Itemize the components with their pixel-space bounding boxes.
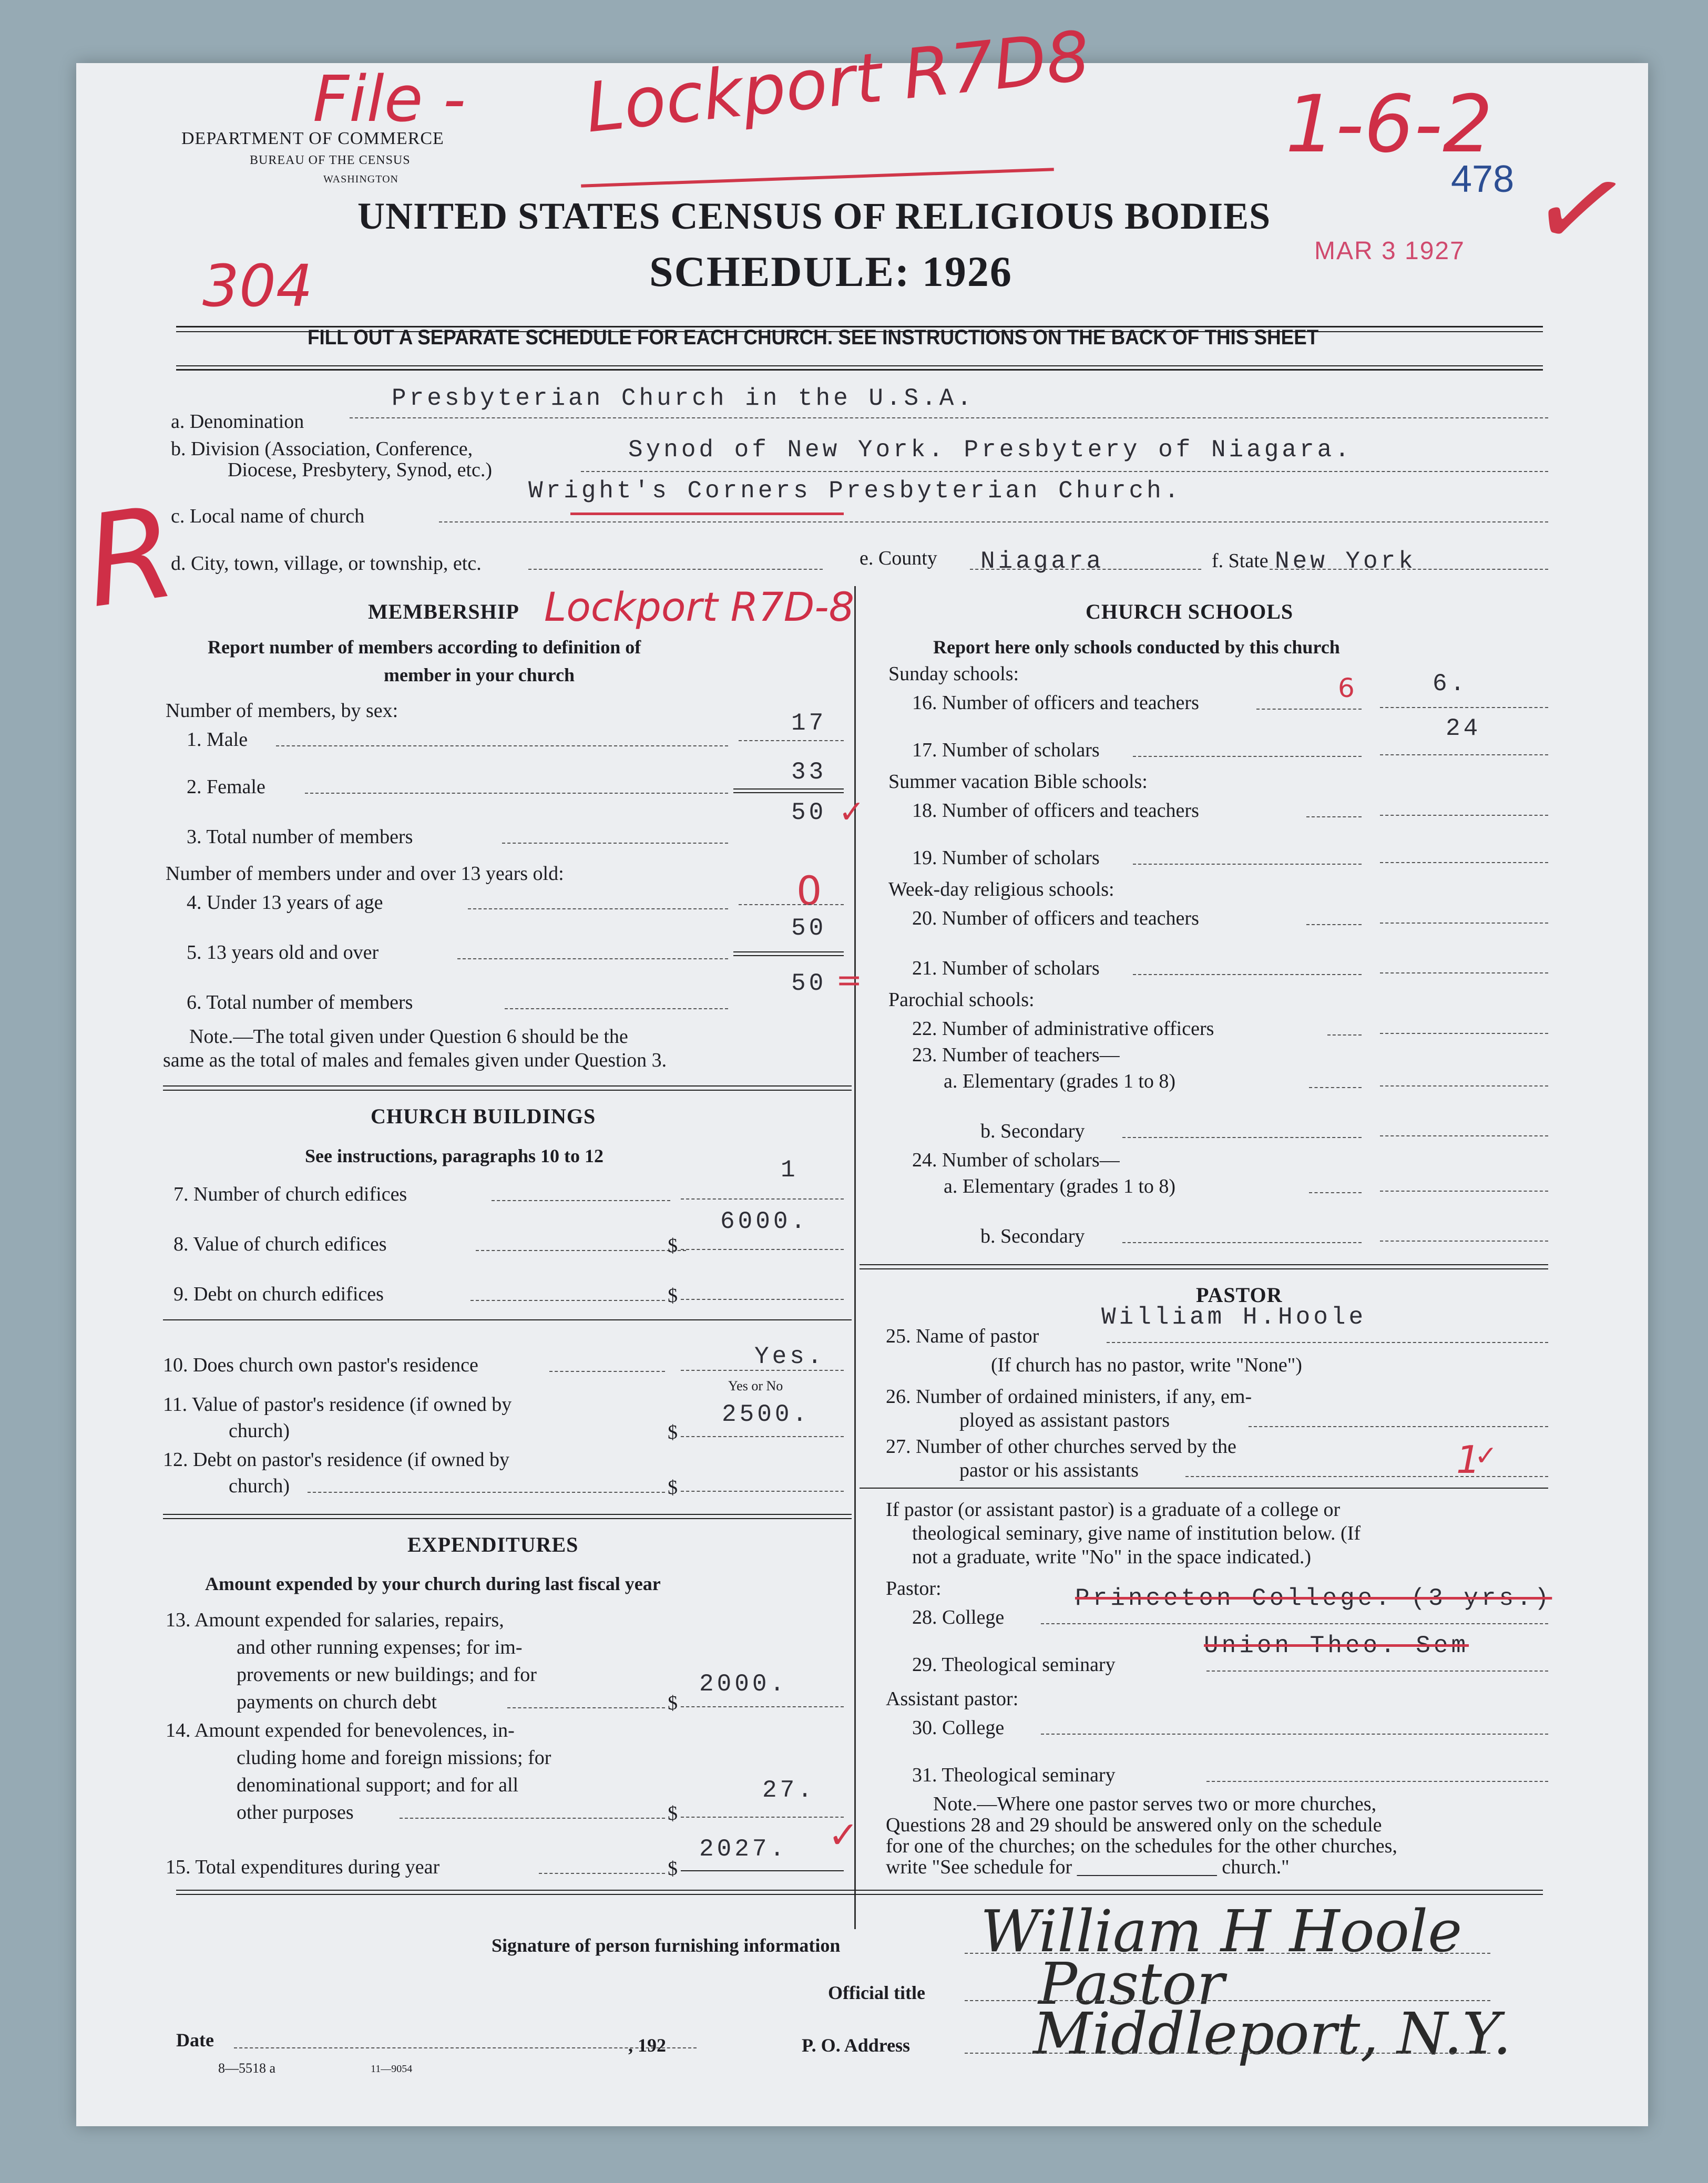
expenditures-sub: Amount expended by your church during last fiscal year (205, 1573, 661, 1594)
form-number: 8—5518 a (218, 2061, 276, 2076)
date-year: , 192 (628, 2035, 666, 2056)
q16-red-mark: 6 (1338, 673, 1355, 703)
q27-value[interactable]: 1 (1456, 1438, 1480, 1482)
church-name-value[interactable]: Wright's Corners Presbyterian Church. (528, 477, 1182, 505)
q31-label: 31. Theological seminary (912, 1764, 1116, 1786)
q13-dollar: $ (668, 1692, 678, 1714)
q14-label-4: other purposes (237, 1801, 354, 1823)
q12-label-1: 12. Debt on pastor's residence (if owned by (163, 1449, 510, 1471)
q14-label-3: denominational support; and for all (237, 1774, 519, 1796)
q11-label-1: 11. Value of pastor's residence (if owned by (163, 1393, 512, 1416)
schools-title: CHURCH SCHOOLS (1086, 600, 1294, 623)
q20-label: 20. Number of officers and teachers (912, 907, 1199, 929)
q19-label: 19. Number of scholars (912, 847, 1100, 869)
division-label-1: b. Division (Association, Conference, (171, 438, 473, 460)
q3-label: 3. Total number of members (187, 826, 413, 848)
q21-label: 21. Number of scholars (912, 957, 1100, 979)
q8-value[interactable]: 6000. (720, 1208, 809, 1235)
date-label: Date (176, 2030, 214, 2051)
membership-note-1: Note.—The total given under Question 6 should be the (189, 1026, 628, 1048)
q18-label: 18. Number of officers and teachers (912, 800, 1199, 822)
q1-value[interactable]: 17 (791, 710, 827, 737)
q14-dollar: $ (668, 1802, 678, 1825)
parochial-label: Parochial schools: (888, 989, 1035, 1011)
lockport-annotation: Lockport R7D8 (582, 15, 1094, 148)
county-value[interactable]: Niagara (980, 548, 1104, 575)
summer-label: Summer vacation Bible schools: (888, 771, 1148, 793)
po-address-label: P. O. Address (802, 2035, 911, 2056)
equals-mark-icon: = (836, 962, 863, 999)
q12-dollar: $ (668, 1477, 678, 1499)
q5-value[interactable]: 50 (791, 915, 827, 942)
q24a-label: a. Elementary (grades 1 to 8) (944, 1175, 1176, 1197)
q22-label: 22. Number of administrative officers (912, 1018, 1214, 1040)
instructions-banner: FILL OUT A SEPARATE SCHEDULE FOR EACH CHURCH. SEE INSTRUCTIONS ON THE BACK OF THIS SHEET (308, 326, 1319, 349)
q25-note: (If church has no pastor, write "None") (991, 1354, 1302, 1376)
q10-value[interactable]: Yes. (754, 1343, 825, 1370)
q23-label: 23. Number of teachers— (912, 1044, 1120, 1066)
pastor-note-1: Note.—Where one pastor serves two or more churches, (933, 1793, 1377, 1815)
buildings-title: CHURCH BUILDINGS (371, 1104, 596, 1128)
yes-no-hint: Yes or No (728, 1378, 783, 1393)
q10-label: 10. Does church own pastor's residence (163, 1354, 478, 1376)
grad-text-1: If pastor (or assistant pastor) is a graduate of a college or (886, 1499, 1341, 1521)
num-304: 304 (202, 252, 313, 320)
left-r-annotation: R (77, 478, 185, 637)
po-address-value[interactable]: Middleport, N.Y. (1033, 2000, 1511, 2067)
q29-value[interactable]: Union Theo. Sem (1204, 1632, 1469, 1659)
q7-value[interactable]: 1 (781, 1156, 799, 1184)
church-name-label: c. Local name of church (171, 505, 365, 527)
q5-label: 5. 13 years old and over (187, 941, 379, 964)
q13-label-4: payments on church debt (237, 1691, 437, 1713)
q28-value[interactable]: Princeton College. (3 yrs.) (1075, 1585, 1552, 1612)
q12-label-2: church) (229, 1475, 290, 1497)
q23a-label: a. Elementary (grades 1 to 8) (944, 1070, 1176, 1092)
membership-intro-1: Report number of members according to definition of (208, 637, 641, 658)
q15-value[interactable]: 2027. (699, 1836, 788, 1863)
q25-label: 25. Name of pastor (886, 1325, 1039, 1347)
state-value[interactable]: New York (1275, 548, 1416, 575)
schedule-title: SCHEDULE: 1926 (649, 248, 1012, 295)
q4-value[interactable]: 0 (796, 867, 822, 914)
q26-label-1: 26. Number of ordained ministers, if any, em- (886, 1386, 1252, 1408)
q11-dollar: $ (668, 1421, 678, 1443)
division-label-2: Diocese, Presbytery, Synod, etc.) (228, 459, 493, 481)
check-mark-icon: ✓ (1519, 133, 1642, 285)
q2-label: 2. Female (187, 776, 265, 798)
pastor-note-3: for one of the churches; on the schedules for the other churches, (886, 1835, 1397, 1857)
pastor-title: PASTOR (1196, 1283, 1283, 1307)
q9-label: 9. Debt on church edifices (173, 1283, 384, 1305)
q15-label: 15. Total expenditures during year (166, 1856, 440, 1878)
q13-label-2: and other running expenses; for im- (237, 1636, 523, 1658)
by-sex-label: Number of members, by sex: (166, 700, 398, 722)
assistant-pastor-label: Assistant pastor: (886, 1688, 1019, 1710)
form-title: UNITED STATES CENSUS OF RELIGIOUS BODIES (357, 195, 1271, 237)
pastor-label: Pastor: (886, 1577, 942, 1600)
q14-label-1: 14. Amount expended for benevolences, in- (166, 1719, 515, 1741)
q16-label: 16. Number of officers and teachers (912, 692, 1199, 714)
check-mark-icon: ✓ (838, 794, 865, 831)
num-478: 478 (1451, 158, 1515, 200)
q23b-label: b. Secondary (980, 1120, 1085, 1142)
q8-label: 8. Value of church edifices (173, 1233, 387, 1255)
q17-value[interactable]: 24 (1446, 715, 1481, 742)
state-label: f. State (1212, 550, 1269, 572)
membership-title: MEMBERSHIP (368, 600, 519, 623)
q14-value[interactable]: 27. (762, 1777, 815, 1804)
county-label: e. County (860, 547, 937, 569)
official-title-value[interactable]: Pastor (1038, 1950, 1225, 2017)
print-number: 11—9054 (371, 2063, 413, 2075)
grad-text-2: theological seminary, give name of institution below. (If (912, 1522, 1361, 1544)
q27-label-2: pastor or his assistants (959, 1459, 1139, 1481)
pastor-note-4: write "See schedule for ______________ church." (886, 1856, 1290, 1878)
q29-label: 29. Theological seminary (912, 1654, 1116, 1676)
census-form (76, 15, 1648, 2126)
q11-value[interactable]: 2500. (722, 1401, 811, 1428)
q24b-label: b. Secondary (980, 1225, 1085, 1247)
q14-label-2: cluding home and foreign missions; for (237, 1747, 551, 1769)
bureau-name: BUREAU OF THE CENSUS (250, 153, 411, 167)
q13-label-3: provements or new buildings; and for (237, 1664, 537, 1686)
weekday-label: Week-day religious schools: (888, 878, 1114, 900)
denomination-value[interactable]: Presbyterian Church in the U.S.A. (392, 385, 975, 412)
received-stamp: MAR 3 1927 (1314, 237, 1465, 265)
denomination-label: a. Denomination (171, 411, 304, 433)
q26-label-2: ployed as assistant pastors (959, 1409, 1170, 1431)
q17-label: 17. Number of scholars (912, 739, 1100, 761)
q6-value[interactable]: 50 (791, 970, 827, 997)
code-162: 1-6-2 (1285, 79, 1493, 170)
expenditures-title: EXPENDITURES (407, 1533, 579, 1556)
grad-text-3: not a graduate, write "No" in the space indicated.) (912, 1546, 1312, 1568)
q16-value[interactable]: 6. (1433, 670, 1468, 698)
division-value[interactable]: Synod of New York. Presbytery of Niagara. (628, 436, 1353, 464)
q2-value[interactable]: 33 (791, 759, 827, 786)
membership-note-2: same as the total of males and females given under Question 3. (163, 1049, 667, 1071)
check-mark-icon: ✓ (828, 1813, 859, 1857)
q4-label: 4. Under 13 years of age (187, 891, 383, 914)
buildings-sub: See instructions, paragraphs 10 to 12 (305, 1145, 604, 1166)
signature-label: Signature of person furnishing information (492, 1935, 841, 1956)
q15-dollar: $ (668, 1858, 678, 1880)
file-note: File - (313, 63, 466, 136)
q7-label: 7. Number of church edifices (173, 1183, 407, 1205)
lockport-mid-annotation: Lockport R7D-8 (544, 583, 855, 630)
pastor-note-2: Questions 28 and 29 should be answered only on the schedule (886, 1814, 1382, 1836)
check-mark-icon: ✓ (1475, 1440, 1498, 1472)
q11-label-2: church) (229, 1420, 290, 1442)
signature-value[interactable]: William H Hoole (980, 1898, 1462, 1965)
q25-value[interactable]: William H.Hoole (1101, 1304, 1367, 1331)
q27-label-1: 27. Number of other churches served by the (886, 1436, 1236, 1458)
sunday-label: Sunday schools: (888, 663, 1019, 685)
q13-label-1: 13. Amount expended for salaries, repairs, (166, 1609, 504, 1631)
q3-value[interactable]: 50 (791, 799, 827, 826)
q8-dollar: $ (668, 1235, 678, 1257)
q13-value[interactable]: 2000. (699, 1670, 788, 1698)
q6-label: 6. Total number of members (187, 991, 413, 1013)
schools-sub: Report here only schools conducted by this church (933, 637, 1340, 658)
q30-label: 30. College (912, 1717, 1005, 1739)
city-label: d. City, town, village, or township, etc. (171, 552, 482, 575)
dept-name: DEPARTMENT OF COMMERCE (181, 129, 444, 148)
membership-intro-2: member in your church (384, 664, 575, 685)
q28-label: 28. College (912, 1606, 1005, 1628)
q24-label: 24. Number of scholars— (912, 1149, 1120, 1171)
city-name: WASHINGTON (323, 173, 398, 185)
official-title-label: Official title (828, 1982, 925, 2003)
q1-label: 1. Male (187, 729, 248, 751)
by-age-label: Number of members under and over 13 years old: (166, 863, 564, 885)
q9-dollar: $ (668, 1285, 678, 1307)
